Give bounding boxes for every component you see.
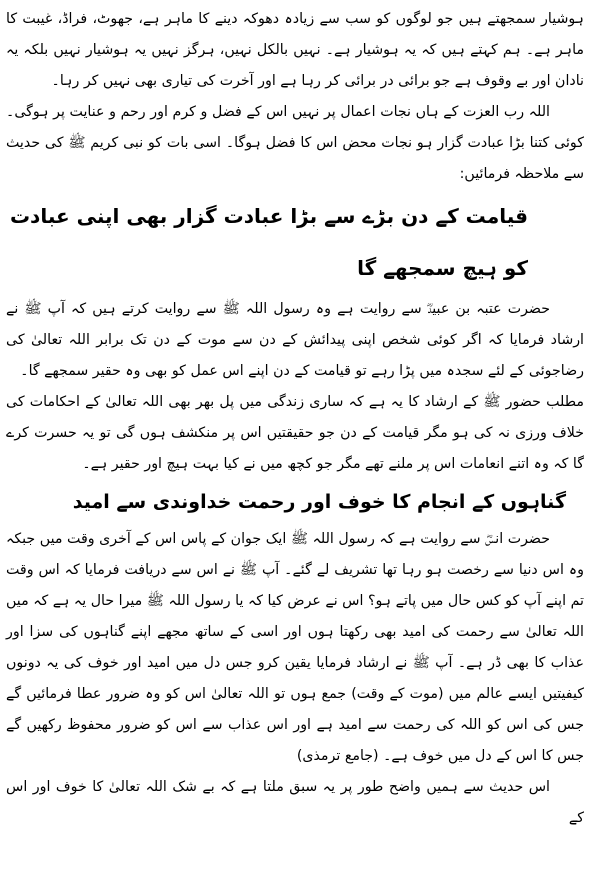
paragraph-hadith-anas: حضرت انسؓ سے روایت ہے کہ رسول اللہ ﷺ ایک جوان کے پاس اس کے آخری وقت میں جبکہ وہ اس دنیا سے رخصت ہو رہا تھا تشریف لے گئے۔ آپ ﷺ نے اس سے دریافت فرمایا کہ اس وقت تم اپنے آپ کو کس حال میں پاتے ہو؟ اس نے عرض کیا کہ یا رسول اللہ ﷺ میرا حال یہ ہے کہ میں اللہ تعالیٰ سے رحمت کی امید بھی رکھتا ہوں اور اسی کے ساتھ مجھے اپنے گناہوں کی سزا اور عذاب کا بھی ڈر ہے۔ آپ ﷺ نے ارشاد فرمایا یقین کرو جس دل میں امید اور خوف کی یہ دونوں کیفیتیں ایسے عالم میں (موت کے وقت) جمع ہوں تو اللہ تعالیٰ اس کو وہ ضرور عطا فرمائیں گے جس کی اس کو اللہ کی رحمت سے امید ہے اور اس عذاب سے اس کو ضرور محفوظ رکھیں گے جس کا اس کے دل میں خوف ہے۔ (جامع ترمذی) bbox=[6, 531, 584, 764]
paragraph-explanation: مطلب حضور ﷺ کے ارشاد کا یہ ہے کہ ساری زندگی میں پل بھر بھی اللہ تعالیٰ کے احکامات کی خلاف ورزی نہ کی ہو مگر قیامت کے دن جو حقیقتیں اس پر منکشف ہوں گی تو یہ حسرت کرے گا کہ وہ اتنے انعامات اس پر ملنے تھے مگر جو کچھ میں نے کیا بہت ہیچ اور حقیر ہے۔ bbox=[6, 394, 584, 472]
paragraph-hadith-utba: حضرت عتبہ بن عبیدؓ سے روایت ہے وہ رسول اللہ ﷺ سے روایت کرتے ہیں کہ آپ ﷺ نے ارشاد فرمایا کہ اگر کوئی شخص اپنی پیدائش کے دن سے موت کے دن تک برابر اللہ تعالیٰ کی رضاجوئی کے لئے سجدہ میں پڑا رہے تو قیامت کے دن اپنے اس عمل کو بھی وہ حقیر سمجھے گا۔ bbox=[6, 301, 584, 379]
paragraph-najat: اللہ رب العزت کے ہاں نجات اعمال پر نہیں اس کے فضل و کرم اور رحم و عنایت پر ہوگی۔ کوئی کتنا بڑا عبادت گزار ہو نجات محض اس کا فضل ہوگا۔ اسی بات کو نبی کریم ﷺ کی حدیث سے ملاحظہ فرمائیں: bbox=[6, 104, 584, 182]
section-heading-qiyamat: قیامت کے دن بڑے سے بڑا عبادت گزار بھی اپنی عبادت کو ہیچ سمجھے گا bbox=[9, 204, 528, 280]
section-heading-khauf-umeed: گناہوں کے انجام کا خوف اور رحمت خداوندی سے امید bbox=[72, 491, 566, 513]
paragraph-lesson: اس حدیث سے ہمیں واضح طور پر یہ سبق ملتا ہے کہ بے شک اللہ تعالیٰ کا خوف اور اس کے bbox=[6, 779, 584, 826]
paragraph-hoshiyar: ہوشیار سمجھتے ہیں جو لوگوں کو سب سے زیادہ دھوکہ دینے کا ماہر ہے، جھوٹ، فراڈ، غیبت کا ماہر ہے۔ ہم کہتے ہیں کہ یہ ہوشیار ہے۔ نہیں بالکل نہیں، ہرگز نہیں یہ ہوشیار نہیں بلکہ یہ نادان اور بے وقوف ہے جو برائی در برائی کر رہا ہے اور آخرت کی تیاری بھی نہیں کر رہا۔ bbox=[6, 11, 584, 89]
